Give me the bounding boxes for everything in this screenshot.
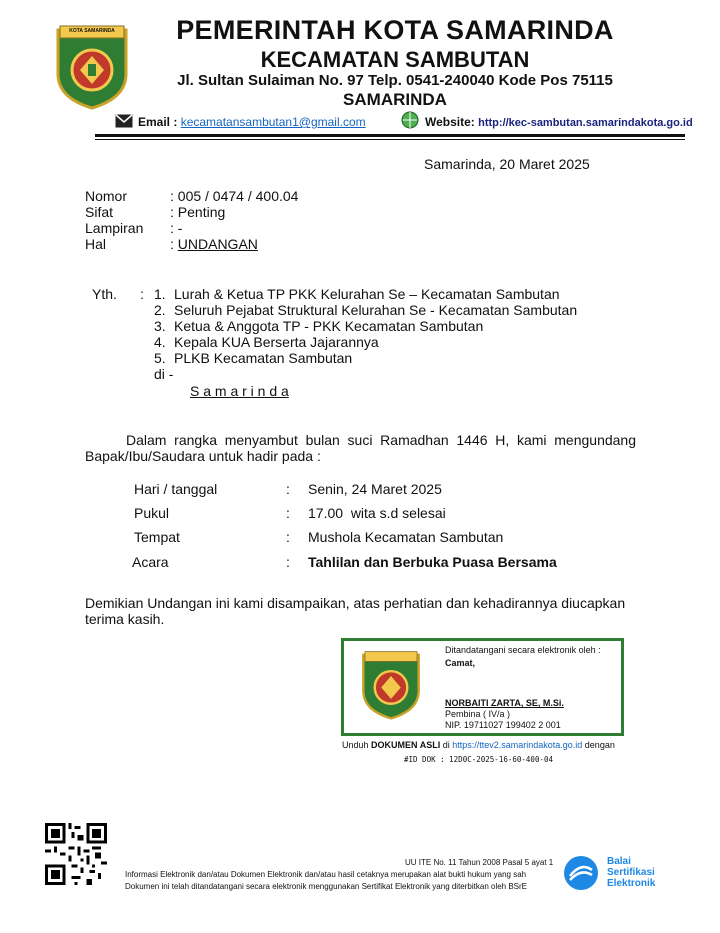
meta-value-prefix: : <box>170 236 178 252</box>
letter-date: Samarinda, 20 Maret 2025 <box>424 156 590 172</box>
list-item <box>154 302 577 318</box>
meta-label: Nomor <box>85 188 128 204</box>
meta-row-nomor <box>85 188 298 204</box>
bsre-line: Sertifikasi <box>607 867 655 878</box>
list-num: 5. <box>154 350 166 366</box>
event-colon: : <box>286 505 290 521</box>
event-value: Mushola Kecamatan Sambutan <box>308 529 504 545</box>
list-text: Seluruh Pejabat Struktural Kelurahan Se - Kecamatan Sambutan <box>174 302 578 318</box>
event-value: Senin, 24 Maret 2025 <box>308 481 442 497</box>
recipient-list <box>154 286 577 382</box>
recipient-place: S a m a r i n d a <box>190 383 289 399</box>
download-bold: DOKUMEN ASLI <box>371 740 441 750</box>
signer-name: NORBAITI ZARTA, SE, M.Si. <box>445 698 564 708</box>
list-num: 4. <box>154 334 166 350</box>
meta-block <box>85 188 298 252</box>
bsre-logo-icon <box>562 854 600 897</box>
email-label: Email : <box>138 115 178 129</box>
bsre-label <box>607 856 655 889</box>
event-row-program <box>132 554 557 570</box>
event-colon: : <box>286 481 290 497</box>
header-city: SAMARINDA <box>343 90 447 109</box>
list-item <box>154 334 577 350</box>
download-suffix: dengan <box>582 740 615 750</box>
email-link[interactable]: kecamatansambutan1@gmail.com <box>180 115 366 129</box>
event-value: Tahlilan dan Berbuka Puasa Bersama <box>308 554 557 570</box>
footer-info-2: Dokumen ini telah ditandatangani secara elektronik menggunakan Sertifikat Elektronik yang diterbitkan oleh BSrE <box>125 882 528 891</box>
header-government: PEMERINTAH KOTA SAMARINDA <box>176 15 614 45</box>
list-text: PLKB Kecamatan Sambutan <box>174 350 353 366</box>
event-colon: : <box>286 529 290 545</box>
meta-row-lampiran <box>85 220 298 236</box>
event-value: 17.00 wita s.d selesai <box>308 505 446 521</box>
signature-logo <box>358 650 424 720</box>
signed-note: Ditandatangani secara elektronik oleh : <box>445 645 601 655</box>
download-prefix: Unduh <box>342 740 372 750</box>
list-text: Ketua & Anggota TP - PKK Kecamatan Sambutan <box>174 318 484 334</box>
event-label: Pukul <box>134 505 170 521</box>
signer-position: Camat, <box>445 658 476 668</box>
meta-value: : 005 / 0474 / 400.04 <box>170 188 299 204</box>
meta-value-subject: UNDANGAN <box>177 236 258 252</box>
event-row-place <box>134 529 503 545</box>
header-address: Jl. Sultan Sulaiman No. 97 Telp. 0541-240040 Kode Pos 75115 <box>177 72 613 89</box>
city-logo <box>52 24 132 110</box>
logo-text: KOTA SAMARINDA <box>69 28 115 34</box>
closing-line-2: terima kasih. <box>85 611 165 627</box>
meta-label: Lampiran <box>85 220 144 236</box>
intro-line-2: Bapak/Ibu/Saudara untuk hadir pada : <box>85 448 321 464</box>
event-label: Acara <box>132 554 169 570</box>
event-row-time <box>134 505 446 521</box>
website-label: Website: <box>425 115 475 129</box>
meta-value: : Penting <box>170 204 226 220</box>
footer-info-1: Informasi Elektronik dan/atau Dokumen Elektronik dan/atau hasil cetaknya merupakan alat bukti hukum yang sah <box>125 870 527 879</box>
intro-line-1: Dalam rangka menyambut bulan suci Ramadhan 1446 H, kami mengundang <box>126 432 636 448</box>
bsre-line: Balai <box>607 856 631 867</box>
meta-label: Sifat <box>85 204 114 220</box>
website-link[interactable]: http://kec-sambutan.samarindakota.go.id <box>478 117 693 129</box>
list-item <box>154 318 577 334</box>
list-item <box>154 350 577 366</box>
download-mid: di <box>440 740 453 750</box>
meta-row-sifat <box>85 204 298 220</box>
signer-nip: NIP. 19711027 199402 2 001 <box>445 720 561 730</box>
bsre-line: Elektronik <box>607 878 656 889</box>
list-text: Lurah & Ketua TP PKK Kelurahan Se – Kecamatan Sambutan <box>174 286 560 302</box>
signer-rank: Pembina ( IV/a ) <box>445 709 511 719</box>
event-colon: : <box>286 554 290 570</box>
list-num: 1. <box>154 286 166 302</box>
list-num: 2. <box>154 302 166 318</box>
event-label: Tempat <box>134 529 180 545</box>
header-rule-thick <box>95 134 685 137</box>
recipient-yth: Yth. <box>92 286 117 302</box>
meta-row-hal <box>85 236 298 252</box>
download-link[interactable]: https://ttev2.samarindakota.go.id <box>452 740 583 750</box>
qr-code <box>45 823 107 885</box>
globe-icon <box>400 111 420 134</box>
event-row-date <box>134 481 442 497</box>
download-note <box>342 740 615 750</box>
closing-line-1: Demikian Undangan ini kami disampaikan, atas perhatian dan kehadirannya diucapkan <box>85 595 626 611</box>
meta-value: : - <box>170 220 183 236</box>
footer-law: UU ITE No. 11 Tahun 2008 Pasal 5 ayat 1 <box>405 858 554 867</box>
recipient-di: di - <box>154 366 174 382</box>
header-district: KECAMATAN SAMBUTAN <box>260 47 530 72</box>
list-text: Kepala KUA Berserta Jajarannya <box>174 334 379 350</box>
event-label: Hari / tanggal <box>134 481 218 497</box>
list-item <box>154 286 577 302</box>
header-rule-thin <box>95 139 685 140</box>
recipient-colon: : <box>140 286 144 302</box>
mail-icon <box>115 114 133 133</box>
document-id: #ID DOK : 12D0C-2025-16-60-400-04 <box>404 755 554 764</box>
list-num: 3. <box>154 318 166 334</box>
meta-label: Hal <box>85 236 107 252</box>
